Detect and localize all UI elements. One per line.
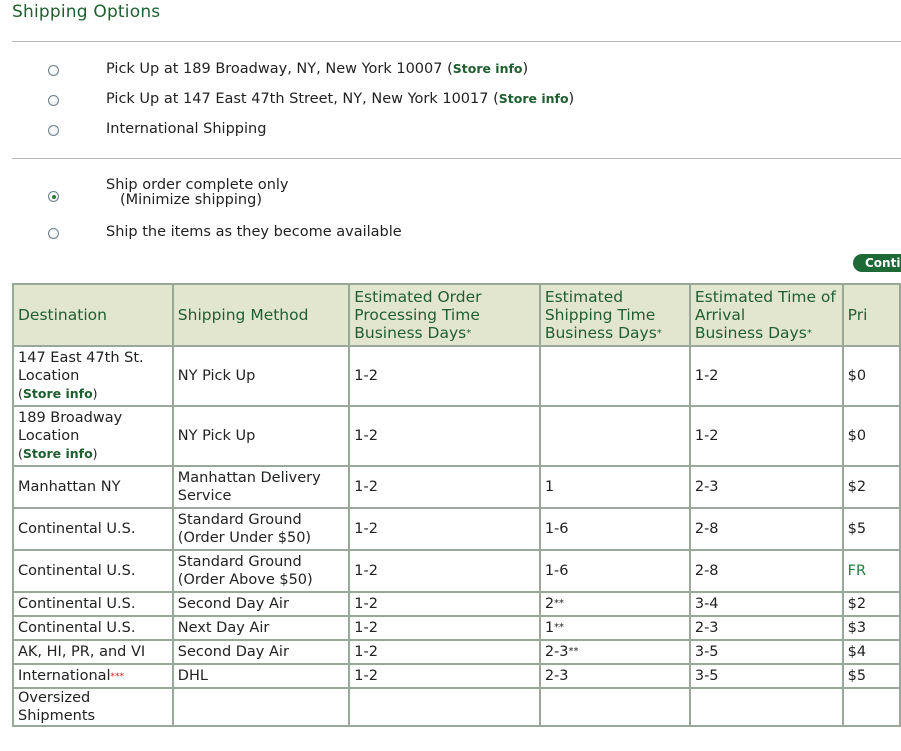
cell-destination — [13, 688, 173, 726]
cell-price: FR — [843, 550, 900, 592]
header-processing-line: Estimated Order — [354, 287, 482, 306]
cell-price — [843, 688, 900, 726]
table-row — [13, 406, 900, 466]
cell-shipping-time — [540, 406, 690, 466]
location-option-label — [106, 91, 574, 107]
cell-shipping-method — [173, 688, 349, 726]
cell-arrival-time: 3-4 — [690, 592, 843, 616]
location-option-text: International Shipping — [106, 121, 267, 137]
radio-button[interactable] — [48, 191, 59, 202]
table-row — [13, 466, 900, 508]
cell-arrival-time: 3-5 — [690, 664, 843, 688]
cell-destination — [13, 616, 173, 640]
header-shipping-time — [540, 284, 690, 346]
cell-shipping-time — [540, 550, 690, 592]
store-info-link[interactable]: Store info — [452, 61, 523, 76]
cell-shipping-method: Next Day Air — [173, 616, 349, 640]
destination-text: Continental U.S. — [18, 596, 136, 612]
cell-destination — [13, 508, 173, 550]
table-row — [13, 346, 900, 406]
shipping-time-text: 2 — [544, 596, 555, 612]
paren: ) — [92, 386, 98, 401]
shipment-option-subtext: (Minimize shipping) — [120, 192, 262, 208]
header-arrival-line: Business Days — [694, 323, 807, 342]
cell-processing-time: 1-2 — [349, 550, 540, 592]
cell-processing-time: 1-2 — [349, 508, 540, 550]
cell-arrival-time: 2-3 — [690, 466, 843, 508]
radio-button[interactable] — [48, 65, 59, 76]
paren: ( — [18, 386, 23, 401]
location-option-label — [106, 61, 528, 77]
footnote-marker: * — [806, 327, 812, 339]
table-row — [13, 592, 900, 616]
cell-processing-time: 1-2 — [349, 466, 540, 508]
cell-shipping-time — [540, 688, 690, 726]
cell-destination — [13, 550, 173, 592]
cell-price: $5 — [843, 508, 900, 550]
shipping-time-text: 1-6 — [544, 521, 569, 537]
page-title: Shipping Options — [12, 2, 161, 22]
cell-processing-time — [349, 688, 540, 726]
cell-arrival-time — [690, 688, 843, 726]
location-option-text: Pick Up at 147 East 47th Street, NY, New York 10017 ( — [106, 91, 499, 107]
radio-button[interactable] — [48, 125, 59, 136]
cell-price: $2 — [843, 592, 900, 616]
paren: ) — [92, 446, 98, 461]
header-shipping-method: Shipping Method — [173, 284, 349, 346]
footnote-marker: *** — [110, 671, 125, 682]
radio-button[interactable] — [48, 228, 59, 239]
header-arrival-time — [690, 284, 843, 346]
cell-shipping-time — [540, 592, 690, 616]
cell-shipping-time — [540, 640, 690, 664]
store-info-wrapper — [18, 446, 98, 461]
shipment-option-label — [106, 177, 289, 208]
cell-shipping-time — [540, 616, 690, 640]
cell-price: $2 — [843, 466, 900, 508]
shipping-time-text: 2-3 — [544, 668, 569, 684]
cell-destination — [13, 346, 173, 406]
footnote-marker: ** — [554, 622, 565, 633]
shipping-rates-table — [12, 283, 901, 727]
header-processing-line: Business Days — [354, 323, 467, 342]
location-option-text: ) — [522, 61, 529, 77]
divider — [12, 41, 901, 42]
cell-processing-time: 1-2 — [349, 640, 540, 664]
location-option-text: ) — [568, 91, 575, 107]
footnote-marker: * — [466, 327, 472, 339]
header-arrival-line: Estimated Time of — [694, 287, 836, 306]
radio-button[interactable] — [48, 95, 59, 106]
cell-arrival-time: 2-3 — [690, 616, 843, 640]
destination-text: Location — [18, 368, 80, 384]
cell-shipping-time — [540, 508, 690, 550]
continue-button[interactable]: Conti — [853, 254, 901, 272]
cell-destination — [13, 466, 173, 508]
location-option[interactable] — [0, 61, 901, 83]
table-row — [13, 508, 900, 550]
paren: ( — [18, 446, 23, 461]
cell-destination — [13, 406, 173, 466]
shipment-option[interactable] — [0, 177, 901, 208]
cell-price: $0 — [843, 346, 900, 406]
header-arrival-line: Arrival — [694, 305, 746, 324]
destination-text: Continental U.S. — [18, 620, 136, 636]
cell-shipping-time — [540, 466, 690, 508]
shipping-time-text: 2-3 — [544, 644, 569, 660]
table-row — [13, 640, 900, 664]
destination-text: International — [18, 667, 111, 684]
location-option[interactable] — [0, 121, 901, 143]
header-price: Pri — [843, 284, 900, 346]
table-row — [13, 616, 900, 640]
cell-destination — [13, 640, 173, 664]
destination-text: Continental U.S. — [18, 521, 136, 537]
footnote-marker: * — [656, 327, 662, 339]
table-header-row — [13, 284, 900, 346]
cell-shipping-method: NY Pick Up — [173, 406, 349, 466]
cell-shipping-method: NY Pick Up — [173, 346, 349, 406]
cell-price: $4 — [843, 640, 900, 664]
header-destination: Destination — [13, 284, 173, 346]
destination-text: 189 Broadway — [18, 410, 123, 426]
cell-price: $0 — [843, 406, 900, 466]
header-shipping-line: Shipping Time — [544, 305, 656, 324]
destination-text: Location — [18, 428, 80, 444]
cell-arrival-time: 2-8 — [690, 550, 843, 592]
store-info-link[interactable]: Store info — [498, 91, 569, 106]
cell-shipping-method: Second Day Air — [173, 592, 349, 616]
cell-shipping-method: Standard Ground (Order Under $50) — [173, 508, 349, 550]
cell-processing-time: 1-2 — [349, 616, 540, 640]
cell-processing-time: 1-2 — [349, 664, 540, 688]
table-row — [13, 550, 900, 592]
table-row — [13, 664, 900, 688]
cell-arrival-time: 2-8 — [690, 508, 843, 550]
cell-arrival-time: 1-2 — [690, 346, 843, 406]
header-processing-line: Processing Time — [354, 305, 480, 324]
cell-processing-time: 1-2 — [349, 592, 540, 616]
cell-destination — [13, 664, 173, 688]
table-row — [13, 688, 900, 726]
store-info-link[interactable]: Store info — [22, 386, 93, 401]
shipment-option[interactable] — [0, 224, 901, 246]
destination-text: Continental U.S. — [18, 563, 136, 579]
destination-text: Manhattan NY — [18, 479, 121, 495]
cell-arrival-time: 1-2 — [690, 406, 843, 466]
cell-arrival-time: 3-5 — [690, 640, 843, 664]
location-option-label — [106, 121, 266, 137]
shipment-option-label — [106, 224, 402, 240]
shipping-time-text: 1-6 — [544, 563, 569, 579]
cell-shipping-method: Manhattan Delivery Service — [173, 466, 349, 508]
destination-text: AK, HI, PR, and VI — [18, 644, 146, 660]
destination-text: 147 East 47th St. — [18, 350, 144, 366]
destination-text: Oversized Shipments — [18, 690, 96, 724]
footnote-marker: ** — [568, 646, 579, 657]
store-info-link[interactable]: Store info — [22, 446, 93, 461]
cell-processing-time: 1-2 — [349, 346, 540, 406]
shipping-time-text: 1 — [544, 620, 555, 636]
header-shipping-line: Estimated — [544, 287, 624, 306]
cell-shipping-method: Second Day Air — [173, 640, 349, 664]
cell-shipping-time — [540, 664, 690, 688]
header-shipping-line: Business Days — [544, 323, 657, 342]
divider — [12, 158, 901, 159]
store-info-wrapper — [18, 386, 98, 401]
shipment-option-text: Ship the items as they become available — [106, 224, 402, 240]
cell-price: $3 — [843, 616, 900, 640]
cell-shipping-method: DHL — [173, 664, 349, 688]
header-processing-time — [349, 284, 540, 346]
footnote-marker: ** — [554, 598, 565, 609]
cell-shipping-time — [540, 346, 690, 406]
shipment-option-text: Ship order complete only — [106, 177, 289, 193]
cell-processing-time: 1-2 — [349, 406, 540, 466]
cell-destination — [13, 592, 173, 616]
location-option-text: Pick Up at 189 Broadway, NY, New York 10007 ( — [106, 61, 453, 77]
shipping-time-text: 1 — [544, 479, 555, 495]
cell-price: $5 — [843, 664, 900, 688]
location-option[interactable] — [0, 91, 901, 113]
cell-shipping-method: Standard Ground (Order Above $50) — [173, 550, 349, 592]
